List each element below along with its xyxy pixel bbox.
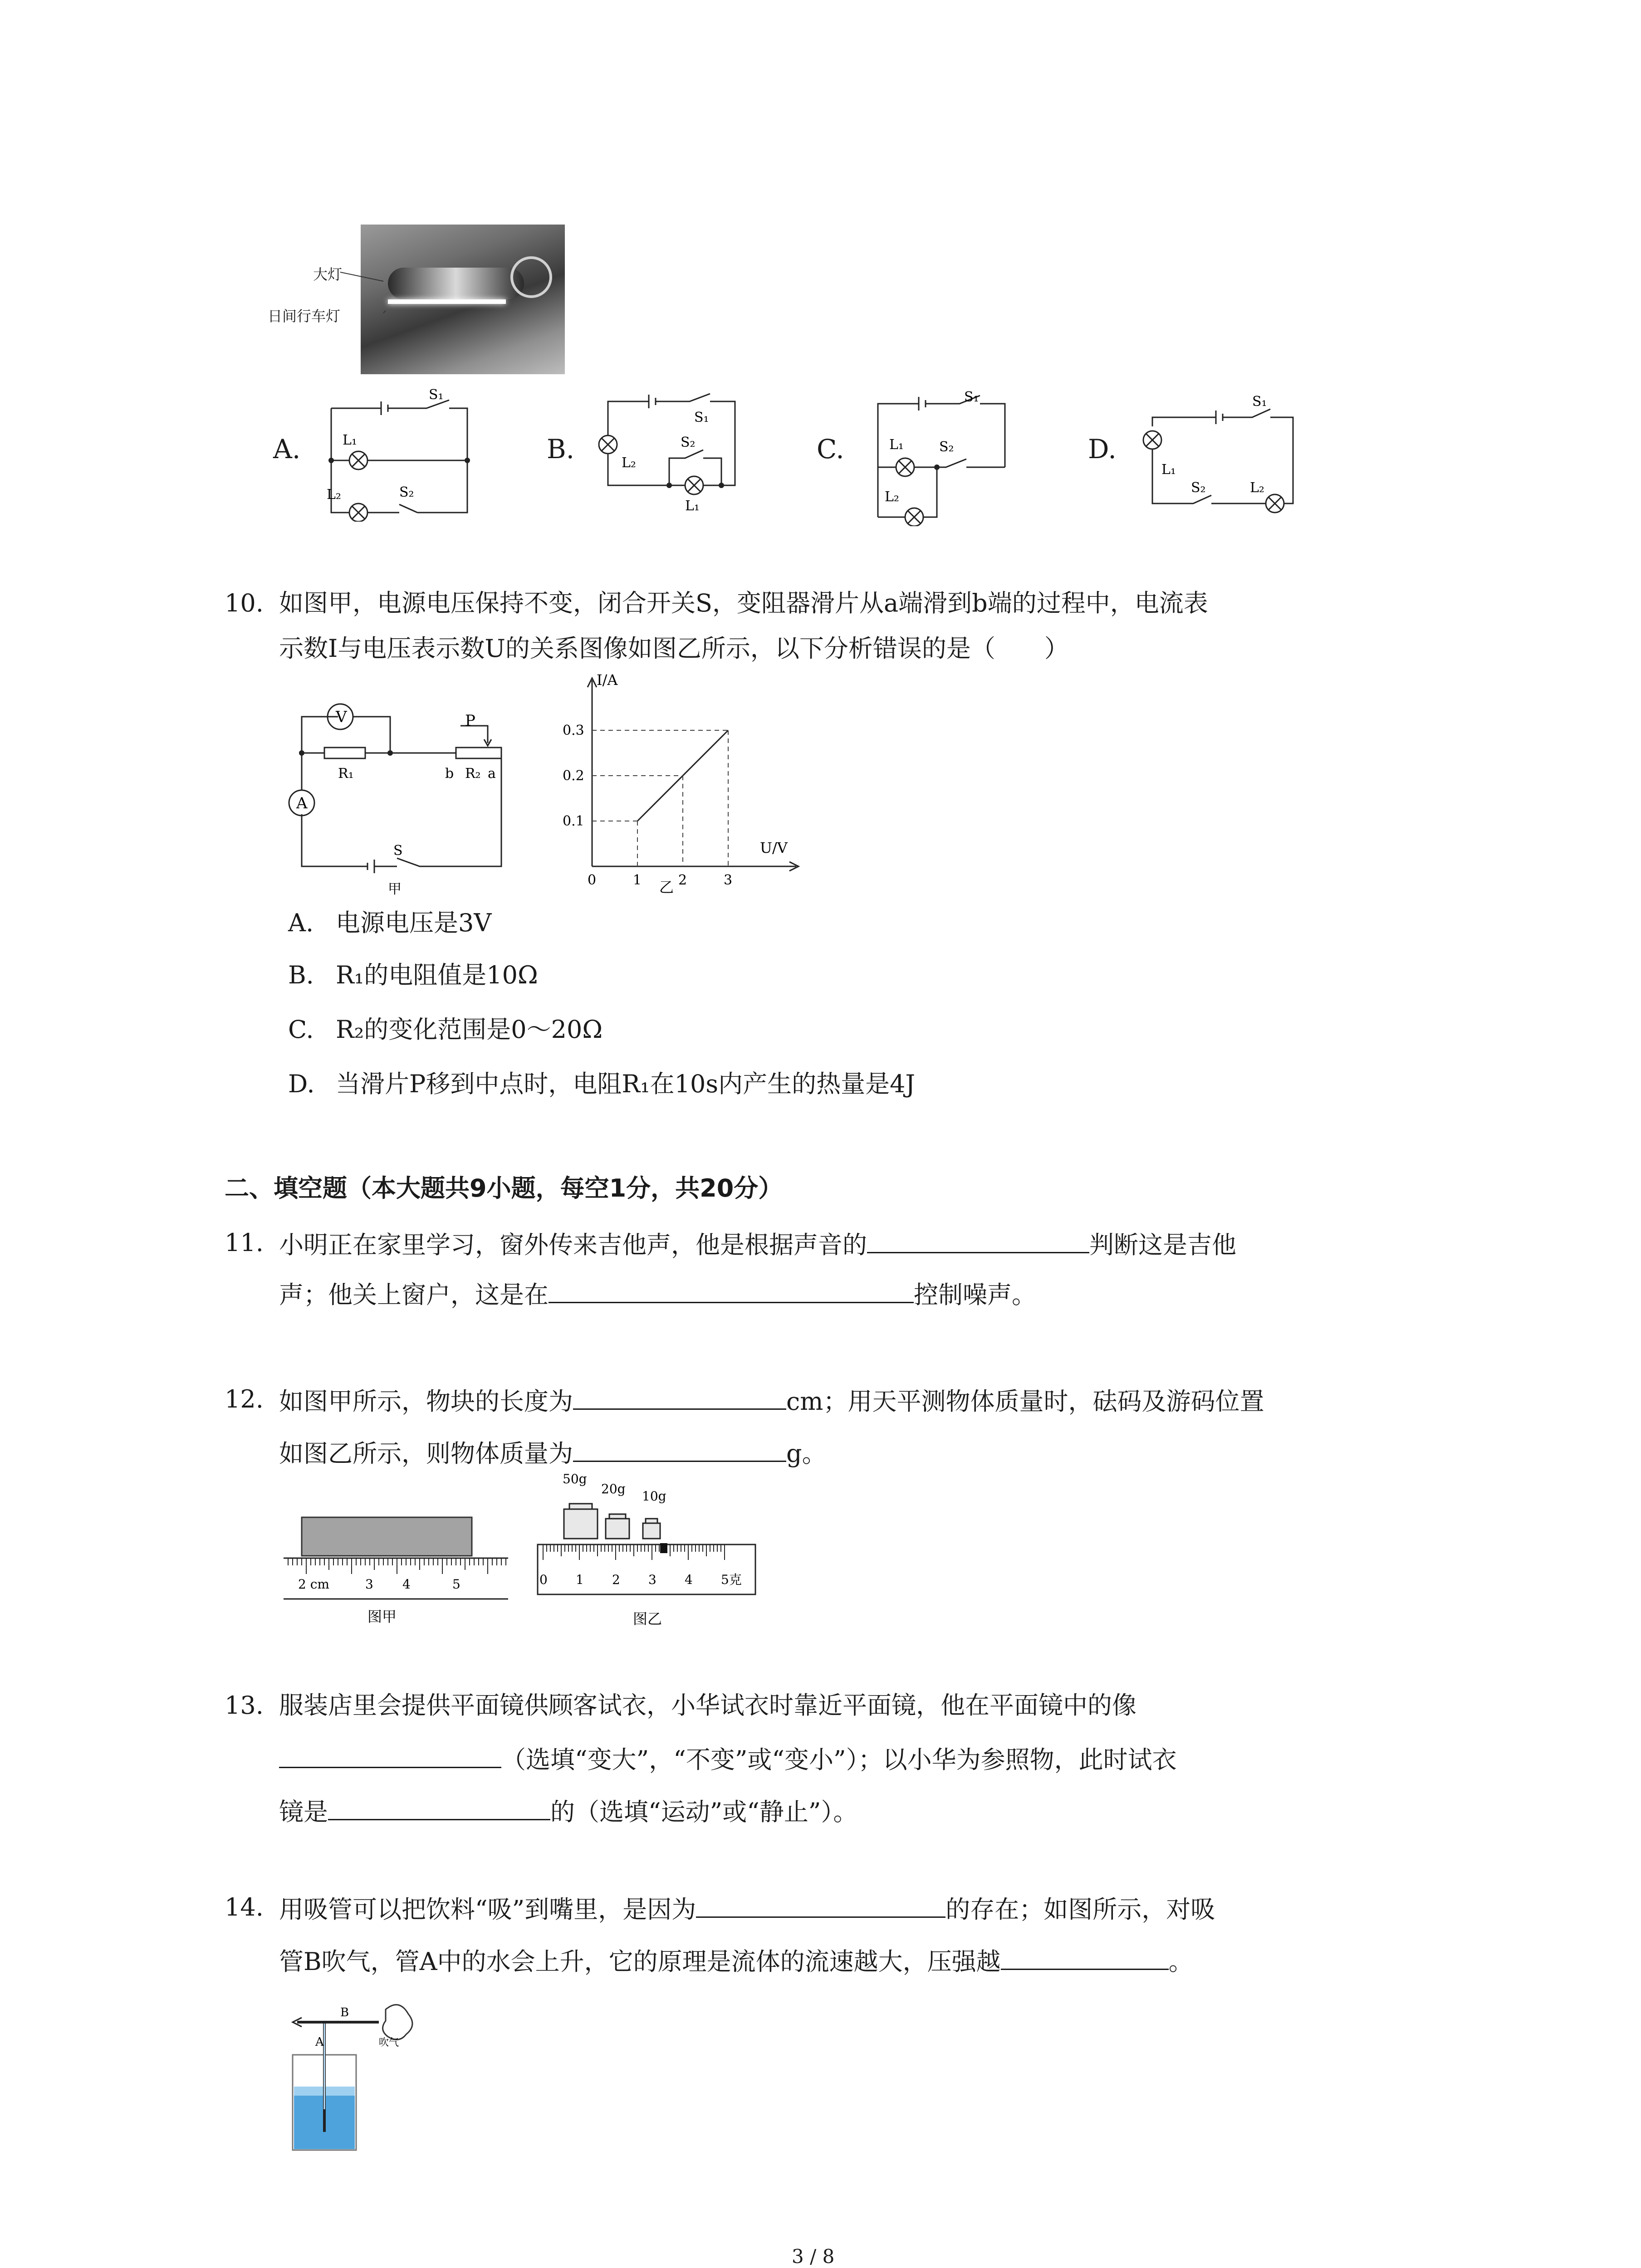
label-s1: S₁ — [694, 410, 709, 425]
q9-option-d: D. — [1088, 434, 1117, 464]
q10-stem-line2: 示数I与电压表示数U的关系图像如图乙所示，以下分析错误的是（ ） — [279, 634, 1069, 663]
label-r1: R₁ — [338, 766, 354, 782]
q10-option-d-letter: D. — [288, 1070, 315, 1098]
q13-blank-2[interactable] — [328, 1792, 550, 1820]
q10-option-d-text: 当滑片P移到中点时，电阻R₁在10s内产生的热量是4J — [336, 1070, 916, 1098]
q13-line3-a: 镜是 — [279, 1798, 328, 1826]
x-tick-1: 1 — [633, 872, 642, 888]
photo-label-drl: 日间行车灯 — [268, 308, 341, 325]
q12-line2-a: 如图乙所示，则物体质量为 — [279, 1439, 573, 1468]
q13-blank-1[interactable] — [279, 1740, 501, 1768]
q11-line1-b: 判断这是吉他 — [1089, 1231, 1236, 1259]
q14-line1 — [279, 1889, 1215, 1928]
q14-number: 14. — [225, 1893, 264, 1921]
q10-option-a-text: 电源电压是3V — [336, 909, 492, 937]
y-tick-0.3: 0.3 — [563, 723, 584, 738]
q10-stem-line1: 如图甲，电源电压保持不变，闭合开关S，变阻器滑片从a端滑到b端的过程中，电流表 — [279, 589, 1208, 617]
q11-blank-2[interactable] — [549, 1275, 914, 1303]
q11-blank-1[interactable] — [867, 1225, 1089, 1253]
q12-line1-b: cm；用天平测物体质量时，砝码及游码位置 — [786, 1387, 1264, 1416]
q9-option-b: B. — [547, 434, 575, 464]
q14-blank-2[interactable] — [1001, 1941, 1169, 1970]
q11-line1-a: 小明正在家里学习，窗外传来吉他声，他是根据声音的 — [279, 1231, 867, 1259]
q14-line2-b: 。 — [1168, 1947, 1193, 1976]
scale-caption: 图乙 — [633, 1610, 662, 1628]
q10-option-c-text: R₂的变化范围是0～20Ω — [336, 1015, 603, 1044]
q13-line1: 服装店里会提供平面镜供顾客试衣，小华试衣时靠近平面镜，他在平面镜中的像 — [279, 1691, 1136, 1720]
label-a: A — [315, 2035, 324, 2049]
scale-label-2: 2 — [612, 1572, 620, 1587]
x-tick-3: 3 — [724, 872, 733, 888]
ruler-label-2cm: 2 cm — [298, 1577, 329, 1592]
q14-line2-a: 管B吹气，管A中的水会上升，它的原理是流体的流速越大，压强越 — [279, 1947, 1001, 1976]
label-l2: L₂ — [1250, 480, 1264, 496]
q13-line3 — [279, 1792, 857, 1830]
weight-50g: 50g — [563, 1471, 587, 1486]
q14-straw-figure — [279, 1996, 442, 2164]
circuit-a — [318, 386, 481, 522]
rider — [660, 1543, 667, 1553]
y-tick-0.2: 0.2 — [563, 768, 584, 784]
label-l1: L₁ — [343, 432, 357, 448]
x-tick-0: 0 — [588, 872, 597, 888]
label-l2: L₂ — [327, 487, 341, 503]
y-tick-0.1: 0.1 — [563, 813, 584, 829]
q14-line1-b: 的存在；如图所示，对吸 — [945, 1895, 1215, 1924]
q10-circuit-jia — [274, 689, 510, 898]
q10-graph-yi — [542, 667, 814, 898]
ruler-label-5: 5 — [452, 1577, 460, 1592]
label-b: B — [340, 2006, 349, 2019]
q12-ruler-figure — [284, 1506, 510, 1633]
ruler-label-4: 4 — [402, 1577, 411, 1592]
q10-option-b-text: R₁的电阻值是10Ω — [336, 961, 538, 989]
label-b: b — [445, 766, 454, 782]
q12-blank-2[interactable] — [573, 1433, 786, 1462]
photo-leader-lines — [268, 254, 386, 327]
scale-label-4: 4 — [685, 1572, 693, 1587]
q9-option-a: A. — [273, 434, 301, 464]
scale-label-1: 1 — [576, 1572, 584, 1587]
label-a-meter: A — [296, 794, 308, 812]
scale-label-3: 3 — [648, 1572, 656, 1587]
q13-line2 — [279, 1740, 1177, 1778]
ruler-caption: 图甲 — [367, 1608, 397, 1625]
x-tick-2: 2 — [678, 872, 687, 888]
graph-ylabel: I/A — [597, 671, 618, 689]
q9-option-c: C. — [817, 434, 844, 464]
label-s1: S₁ — [429, 387, 444, 403]
label-jia: 甲 — [388, 881, 402, 897]
scale-label-0: 0 — [539, 1572, 548, 1587]
weight-10g: 10g — [642, 1489, 666, 1504]
label-s1: S₁ — [964, 390, 979, 405]
q11-number: 11. — [225, 1228, 264, 1257]
label-s: S — [393, 843, 403, 859]
label-yi: 乙 — [659, 879, 674, 896]
q12-line2-b: g。 — [786, 1439, 827, 1468]
q11-line1 — [279, 1225, 1236, 1263]
q10-option-c-letter: C. — [288, 1015, 314, 1044]
label-a: a — [488, 766, 496, 782]
q13-number: 13. — [225, 1691, 264, 1720]
car-headlight-photo — [361, 225, 565, 374]
label-p: P — [465, 712, 475, 730]
page-number: 3 / 8 — [792, 2245, 835, 2268]
section-title: 二、填空题（本大题共9小题，每空1分，共20分） — [225, 1174, 783, 1202]
q12-scale-figure — [533, 1465, 769, 1633]
q14-blank-1[interactable] — [696, 1889, 945, 1918]
q12-number: 12. — [225, 1385, 264, 1413]
circuit-d — [1139, 390, 1302, 526]
ruler-block — [302, 1517, 472, 1556]
q12-blank-1[interactable] — [573, 1381, 786, 1410]
label-l1: L₁ — [1161, 462, 1176, 478]
q13-line3-b: 的（选填“运动”或“静止”）。 — [550, 1798, 858, 1826]
weight-20g: 20g — [601, 1481, 626, 1496]
q12-line1 — [279, 1381, 1264, 1420]
label-s2: S₂ — [681, 435, 696, 450]
label-l1: L₁ — [889, 437, 904, 453]
q11-line2-a: 声；他关上窗户，这是在 — [279, 1281, 549, 1309]
q11-line2-b: 控制噪声。 — [914, 1281, 1036, 1309]
graph-xlabel: U/V — [760, 839, 788, 856]
label-r2: R₂ — [465, 766, 481, 782]
circuit-c — [869, 390, 1023, 526]
label-l1: L₁ — [685, 498, 700, 514]
scale-label-5: 5克 — [721, 1572, 742, 1587]
q13-line2-b: （选填“变大”，“不变”或“变小”）；以小华为参照物，此时试衣 — [501, 1745, 1177, 1774]
label-s2: S₂ — [399, 484, 414, 500]
label-s2: S₂ — [1191, 480, 1206, 496]
ruler-label-3: 3 — [365, 1577, 373, 1592]
label-s2: S₂ — [939, 439, 954, 455]
q14-line2 — [279, 1941, 1193, 1980]
circuit-b — [590, 390, 753, 526]
label-s1: S₁ — [1252, 394, 1267, 410]
q14-line1-a: 用吸管可以把饮料“吸”到嘴里，是因为 — [279, 1895, 696, 1924]
label-l2: L₂ — [885, 489, 899, 505]
q10-option-b-letter: B. — [288, 961, 314, 989]
q12-line1-a: 如图甲所示，物块的长度为 — [279, 1387, 573, 1416]
label-v: V — [336, 708, 347, 726]
q10-number: 10. — [225, 589, 264, 617]
q10-option-a-letter: A. — [288, 909, 314, 937]
q11-line2 — [279, 1275, 1036, 1313]
label-l2: L₂ — [622, 455, 636, 471]
label-blow: 吹气 — [379, 2037, 399, 2048]
photo-label-headlight: 大灯 — [313, 266, 343, 283]
face-icon — [383, 2005, 412, 2040]
